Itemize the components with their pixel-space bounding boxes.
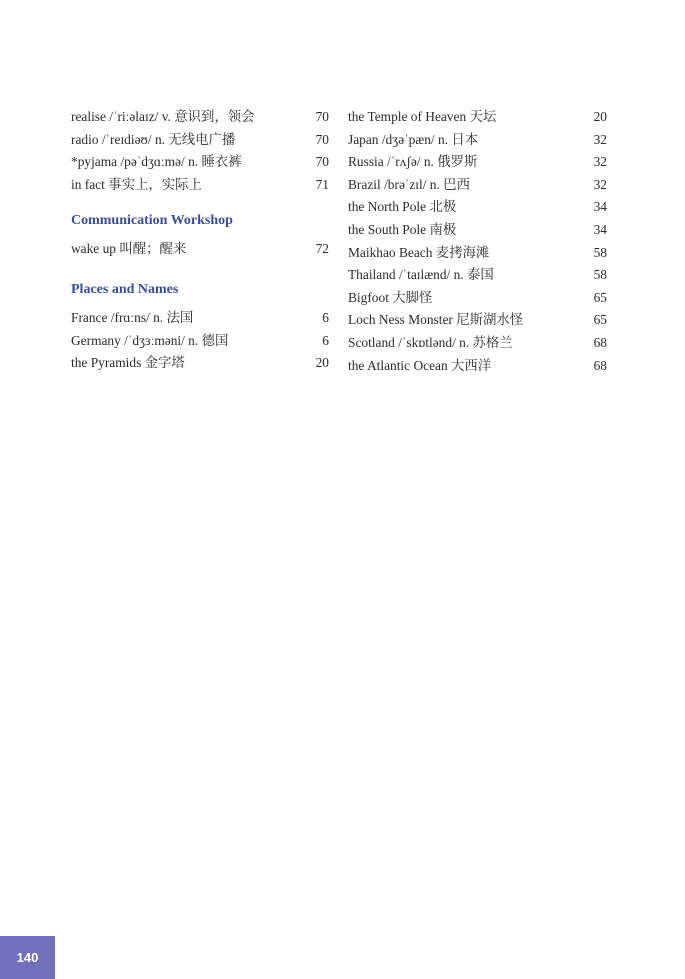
entry-page: 6 <box>322 332 329 348</box>
entry-term: wake up 叫醒；醒来 <box>71 241 187 257</box>
vocab-entry <box>348 196 607 219</box>
vocab-entry <box>71 106 329 129</box>
entry-page: 58 <box>593 267 607 283</box>
vocab-entry <box>348 264 607 287</box>
entry-term: Thailand /ˈtaɪlænd/ n. 泰国 <box>348 267 494 283</box>
entry-page: 20 <box>593 109 607 124</box>
entry-page: 32 <box>593 176 607 192</box>
vocab-list <box>71 106 329 196</box>
vocab-list <box>71 238 329 261</box>
entry-term: the Temple of Heaven 天坛 <box>348 109 497 124</box>
entry-page: 72 <box>315 241 329 257</box>
entry-term: the Atlantic Ocean 大西洋 <box>348 357 492 373</box>
vocab-list <box>71 307 329 375</box>
entry-term: *pyjama /pəˈdʒɑːmə/ n. 睡衣裤 <box>71 154 242 170</box>
page-number: 140 <box>16 950 39 965</box>
entry-page: 65 <box>593 312 607 328</box>
vocab-entry <box>71 129 329 152</box>
entry-term: Bigfoot 大脚怪 <box>348 289 433 305</box>
vocab-entry <box>71 352 329 375</box>
vocab-entry <box>348 219 607 242</box>
entry-term: France /frɑːns/ n. 法国 <box>71 309 194 325</box>
left-column <box>71 106 329 375</box>
entry-page: 68 <box>593 334 607 350</box>
vocab-entry <box>71 174 329 197</box>
entry-page: 70 <box>315 131 329 147</box>
vocab-entry <box>348 332 607 355</box>
entry-term: Brazil /brəˈzɪl/ n. 巴西 <box>348 176 470 192</box>
entry-page: 71 <box>315 176 329 192</box>
entry-term: Scotland /ˈskɒtlənd/ n. 苏格兰 <box>348 334 513 350</box>
entry-term: radio /ˈreɪdiəʊ/ n. 无线电广播 <box>71 131 236 147</box>
entry-page: 34 <box>593 221 607 237</box>
vocab-entry <box>71 238 329 261</box>
vocab-entry <box>71 151 329 174</box>
entry-term: realise /ˈriːəlaɪz/ v. 意识到，领会 <box>71 109 255 124</box>
vocab-entry <box>348 151 607 174</box>
entry-page: 65 <box>593 289 607 305</box>
entry-term: Germany /ˈdʒɜːməni/ n. 德国 <box>71 332 229 348</box>
entry-term: Loch Ness Monster 尼斯湖水怪 <box>348 312 524 328</box>
entry-page: 68 <box>593 357 607 373</box>
vocab-list <box>348 106 607 377</box>
entry-page: 32 <box>593 154 607 170</box>
page-number-tab <box>0 936 55 979</box>
entry-page: 20 <box>315 355 329 371</box>
entry-page: 70 <box>315 154 329 170</box>
entry-page: 34 <box>593 199 607 215</box>
vocab-entry <box>71 330 329 353</box>
entry-page: 70 <box>315 109 329 124</box>
entry-term: Russia /ˈrʌʃə/ n. 俄罗斯 <box>348 154 478 170</box>
entry-term: in fact 事实上，实际上 <box>71 176 202 192</box>
section-heading-communication: Communication Workshop <box>71 213 233 229</box>
vocab-entry <box>348 174 607 197</box>
entry-term: Japan /dʒəˈpæn/ n. 日本 <box>348 131 479 147</box>
section-heading-places: Places and Names <box>71 281 179 297</box>
vocab-entry <box>71 307 329 330</box>
vocab-entry <box>348 242 607 265</box>
entry-term: the North Pole 北极 <box>348 199 457 215</box>
entry-term: Maikhao Beach 麦拷海滩 <box>348 244 490 260</box>
entry-page: 58 <box>593 244 607 260</box>
entry-term: the Pyramids 金字塔 <box>71 355 185 371</box>
entry-page: 6 <box>322 309 329 325</box>
vocab-entry <box>348 309 607 332</box>
right-column <box>348 106 607 377</box>
entry-page: 32 <box>593 131 607 147</box>
entry-term: the South Pole 南极 <box>348 221 457 237</box>
vocab-entry <box>348 355 607 378</box>
vocab-entry <box>348 106 607 129</box>
vocab-entry <box>348 129 607 152</box>
vocab-entry <box>348 287 607 310</box>
